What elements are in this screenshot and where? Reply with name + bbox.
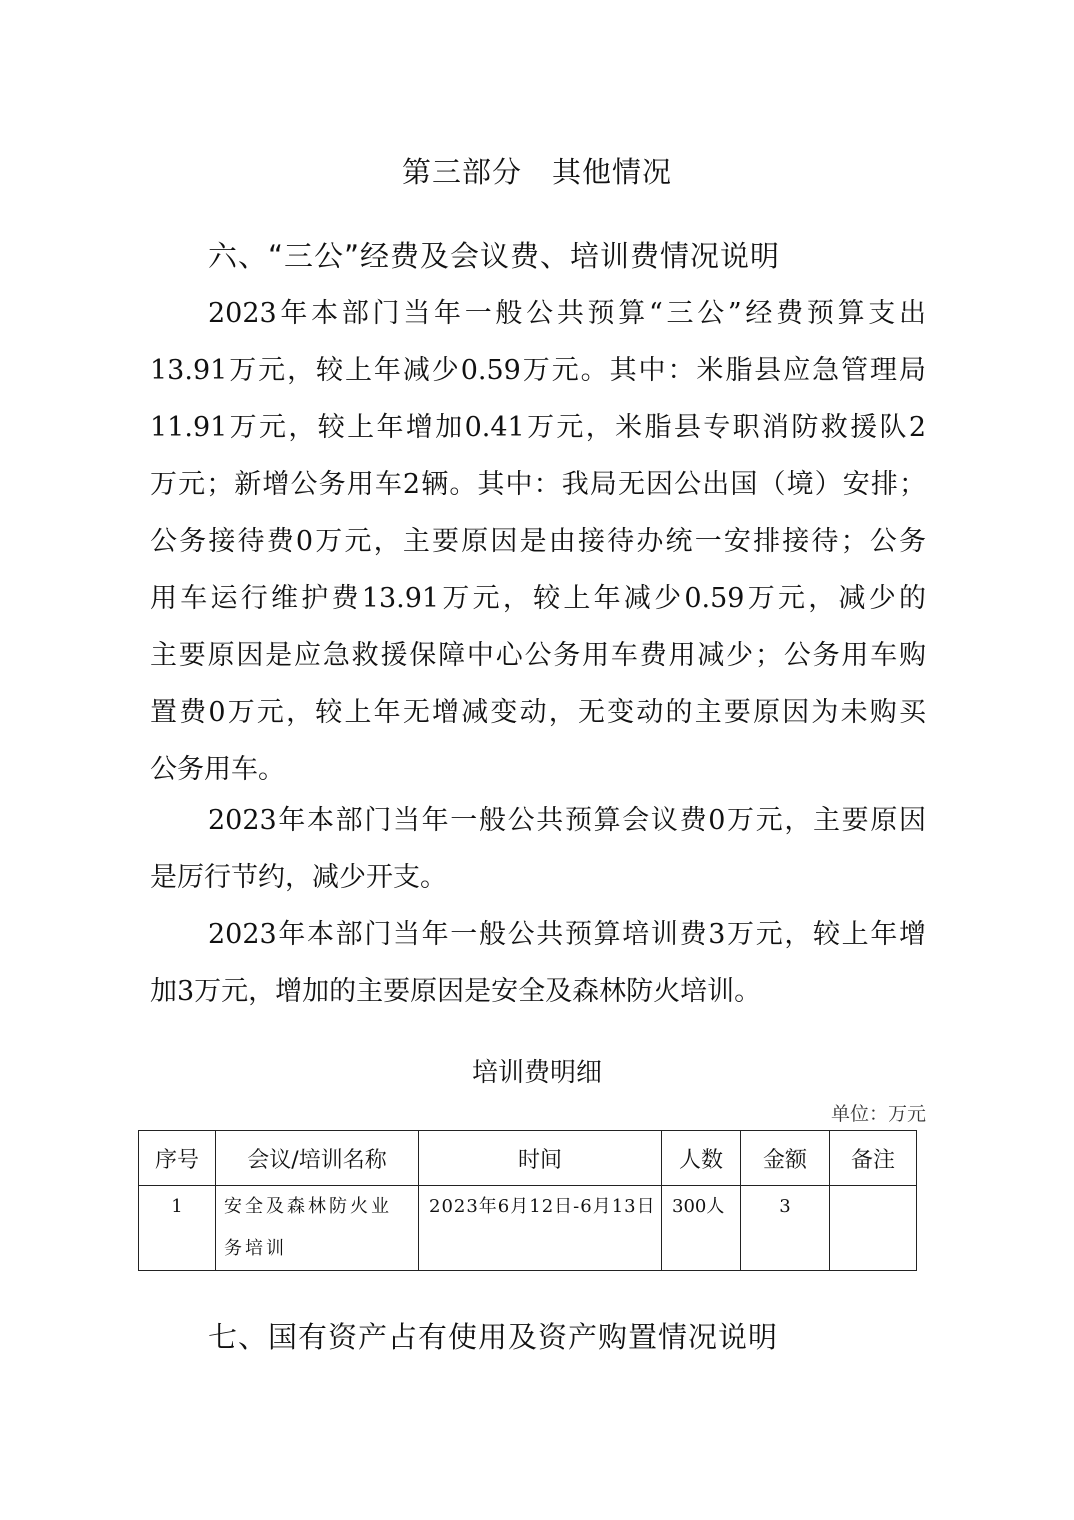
table-header-row bbox=[139, 1131, 917, 1186]
cell-amount: 3 bbox=[741, 1186, 830, 1271]
part-title: 第三部分 其他情况 bbox=[401, 155, 672, 189]
cell-name: 安全及森林防火业务培训 bbox=[216, 1186, 419, 1271]
paragraph-meeting-fees bbox=[150, 792, 926, 906]
cell-note bbox=[830, 1186, 917, 1271]
paragraph-line: 2023年本部门当年一般公共预算“三公”经费预算支出 bbox=[208, 298, 926, 329]
header-seq: 序号 bbox=[139, 1131, 216, 1186]
paragraph-line: 2023年本部门当年一般公共预算会议费0万元，主要原因 bbox=[208, 805, 926, 836]
paragraph-training-fees bbox=[150, 906, 926, 1020]
paragraph-line: 置费0万元，较上年无增减变动，无变动的主要原因为未购买 bbox=[150, 697, 926, 728]
table-row bbox=[139, 1186, 917, 1271]
paragraph-line: 用车运行维护费13.91万元，较上年减少0.59万元，减少的 bbox=[150, 583, 926, 614]
cell-seq: 1 bbox=[139, 1186, 216, 1271]
section-heading-6: 六、“三公”经费及会议费、培训费情况说明 bbox=[208, 239, 781, 273]
unit-label: 单位：万元 bbox=[830, 1103, 926, 1125]
paragraph-line: 公务接待费0万元，主要原因是由接待办统一安排接待；公务 bbox=[150, 526, 926, 557]
table-title: 培训费明细 bbox=[471, 1058, 602, 1088]
paragraph-line: 加3万元，增加的主要原因是安全及森林防火培训。 bbox=[150, 976, 762, 1007]
cell-time: 2023年6月12日-6月13日 bbox=[419, 1186, 662, 1271]
paragraph-line: 万元；新增公务用车2辆。其中：我局无因公出国（境）安排； bbox=[150, 469, 926, 500]
paragraph-line: 13.91万元，较上年减少0.59万元。其中：米脂县应急管理局 bbox=[150, 355, 926, 386]
paragraph-line: 是厉行节约，减少开支。 bbox=[150, 862, 447, 893]
training-fee-table bbox=[138, 1130, 917, 1271]
header-note: 备注 bbox=[830, 1131, 917, 1186]
section-heading-7: 七、国有资产占有使用及资产购置情况说明 bbox=[208, 1320, 779, 1354]
paragraph-line: 主要原因是应急救援保障中心公务用车费用减少；公务用车购 bbox=[150, 640, 926, 671]
header-people: 人数 bbox=[662, 1131, 741, 1186]
header-name: 会议/培训名称 bbox=[216, 1131, 419, 1186]
paragraph-line: 2023年本部门当年一般公共预算培训费3万元，较上年增 bbox=[208, 919, 926, 950]
paragraph-line: 11.91万元，较上年增加0.41万元，米脂县专职消防救援队2 bbox=[150, 412, 926, 443]
paragraph-three-public-expenses bbox=[150, 285, 926, 798]
cell-people: 300人 bbox=[662, 1186, 741, 1271]
paragraph-line: 公务用车。 bbox=[150, 754, 285, 785]
header-amount: 金额 bbox=[741, 1131, 830, 1186]
header-time: 时间 bbox=[419, 1131, 662, 1186]
